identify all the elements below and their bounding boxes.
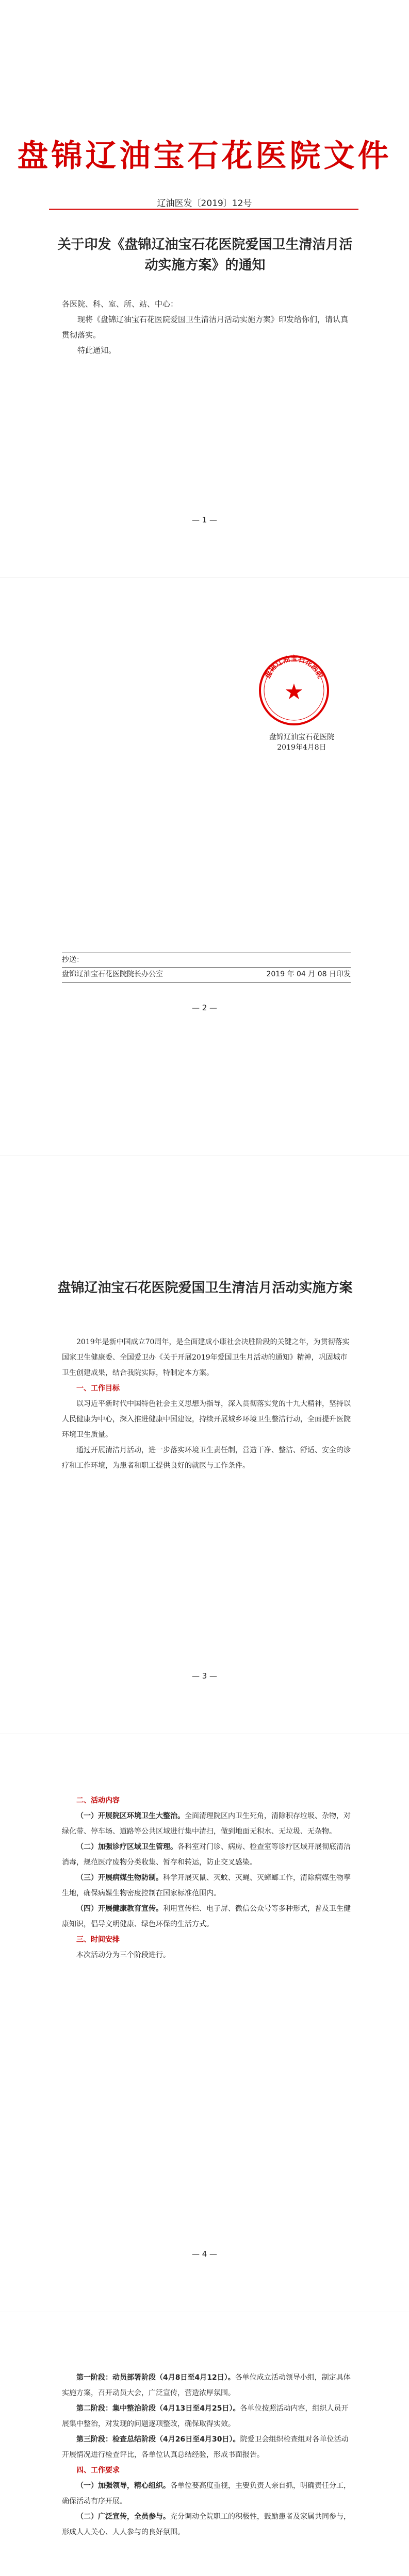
seal-text: 盘锦辽油宝石花医院 xyxy=(264,655,324,680)
phase-1-heading: 第一阶段：动员部署阶段（4月8日至4月12日）。 xyxy=(76,2374,235,2382)
item-3-body: 科学开展灭鼠、灭蚊、灭蝇、灭蟑螂工作，清除病媒生物孳生地，确保病媒生物密度控制在国家标准范围内。 xyxy=(62,1874,351,1897)
issue-date: 2019 年 04 月 08 日印发 xyxy=(266,970,351,978)
cc-bottom-rule xyxy=(62,982,351,983)
section-heading-schedule: 三、时间安排 xyxy=(76,1936,120,1944)
seal-star-icon: ★ xyxy=(284,679,304,704)
sign-org: 盘锦辽油宝石花医院 xyxy=(269,733,334,741)
item-3-heading: （三）开展病媒生物防制。 xyxy=(76,1874,163,1882)
notice-title: 关于印发《盘锦辽油宝石花医院爱国卫生清洁月活动实施方案》的通知 xyxy=(57,237,353,273)
closing: 特此通知。 xyxy=(77,346,117,355)
schedule-intro: 本次活动分为三个阶段进行。 xyxy=(76,1951,170,1959)
notice-paragraph: 现将《盘锦辽油宝石花医院爱国卫生清洁月活动实施方案》印发给你们，请认真贯彻落实。 xyxy=(62,315,349,340)
red-divider xyxy=(49,209,358,210)
salutation: 各医院、科、室、所、站、中心： xyxy=(62,299,178,309)
doc-number: 辽油医发〔2019〕12号 xyxy=(157,198,252,209)
plan-title: 盘锦辽油宝石花医院爱国卫生清洁月活动实施方案 xyxy=(57,1280,353,1296)
plan-body-2 xyxy=(62,1793,351,1963)
goals-paragraph-b: 通过开展清洁月活动，进一步落实环境卫生责任制，营造干净、整洁、舒适、安全的诊疗和工作环境，为患者和职工提供良好的就医与工作条件。 xyxy=(62,1446,351,1470)
page-number: — 2 — xyxy=(191,1003,218,1012)
phase-2-body: 各单位按照活动内容，组织人员开展集中整治，对发现的问题逐项整改，确保取得实效。 xyxy=(62,2404,349,2428)
page-number: — 1 — xyxy=(191,515,218,524)
plan-body-3 xyxy=(62,2370,351,2540)
issuer-line xyxy=(62,969,351,979)
section-heading-content: 二、活动内容 xyxy=(76,1797,120,1805)
page-2 xyxy=(0,578,409,1156)
notice-body xyxy=(62,296,351,358)
req-1-body: 各单位要高度重视，主要负责人亲自抓，明确责任分工，确保活动有序开展。 xyxy=(62,2482,351,2505)
sign-date: 2019年4月8日 xyxy=(277,743,326,752)
page-number: — 4 — xyxy=(191,2249,218,2259)
phase-1-body: 各单位成立活动领导小组，制定具体实施方案，召开动员大会，广泛宣传，营造浓厚氛围。 xyxy=(62,2374,351,2397)
phase-3-heading: 第三阶段：检查总结阶段（4月26日至4月30日）。 xyxy=(76,2435,240,2444)
item-4-body: 利用宣传栏、电子屏、微信公众号等多种形式，普及卫生健康知识，倡导文明健康、绿色环保的生活方式。 xyxy=(62,1905,351,1928)
page-1 xyxy=(0,0,409,578)
intro-paragraph: 2019年是新中国成立70周年，是全面建成小康社会决胜阶段的关键之年，为贯彻落实国家卫生健康委、全国爱卫办《关于开展2019年爱国卫生月活动的通知》精神，巩固城市卫生创建成果，结合我院实际，特制定本方案。 xyxy=(62,1338,350,1377)
section-heading-goals: 一、工作目标 xyxy=(76,1384,120,1393)
official-seal-icon xyxy=(255,652,333,729)
req-2-heading: （二）广泛宣传，全员参与。 xyxy=(76,2513,170,2521)
doc-red-header: 盘锦辽油宝石花医院文件 xyxy=(17,138,392,174)
section-heading-requirements: 四、工作要求 xyxy=(76,2466,120,2475)
item-2-heading: （二）加强诊疗区域卫生管理。 xyxy=(76,1843,177,1851)
phase-2-heading: 第二阶段：集中整治阶段（4月13日至4月25日）。 xyxy=(76,2404,240,2413)
req-2-body: 充分调动全院职工的积极性，鼓励患者及家属共同参与，形成人人关心、人人参与的良好氛围。 xyxy=(62,2513,351,2536)
item-1-body: 全面清理院区内卫生死角，清除积存垃圾、杂物，对绿化带、停车场、道路等公共区域进行集中清扫，做到地面无积水、无垃圾、无杂物。 xyxy=(62,1812,351,1836)
item-4-heading: （四）开展健康教育宣传。 xyxy=(76,1905,163,1913)
req-1-heading: （一）加强领导，精心组织。 xyxy=(76,2482,170,2490)
signature-block xyxy=(242,732,361,752)
issuer-name: 盘锦辽油宝石花医院院长办公室 xyxy=(62,970,163,978)
phase-3-body: 院爱卫会组织检查组对各单位活动开展情况进行检查评比，各单位认真总结经验，形成书面报告。 xyxy=(62,2435,349,2459)
item-1-heading: （一）开展院区环境卫生大整治。 xyxy=(76,1812,185,1820)
plan-body-1 xyxy=(62,1334,351,1473)
cc-label: 抄送： xyxy=(62,956,84,964)
cc-mid-rule xyxy=(62,967,351,968)
goals-paragraph-a: 以习近平新时代中国特色社会主义思想为指导，深入贯彻落实党的十九大精神，坚持以人民健康为中心，深入推进健康中国建设，持续开展城乡环境卫生整洁行动，全面提升医院环境卫生质量。 xyxy=(62,1400,351,1439)
page-number: — 3 — xyxy=(191,1671,218,1681)
item-2-body: 各科室对门诊、病房、检查室等诊疗区域开展彻底清洁消毒，规范医疗废物分类收集、暂存和转运，防止交叉感染。 xyxy=(62,1843,351,1867)
